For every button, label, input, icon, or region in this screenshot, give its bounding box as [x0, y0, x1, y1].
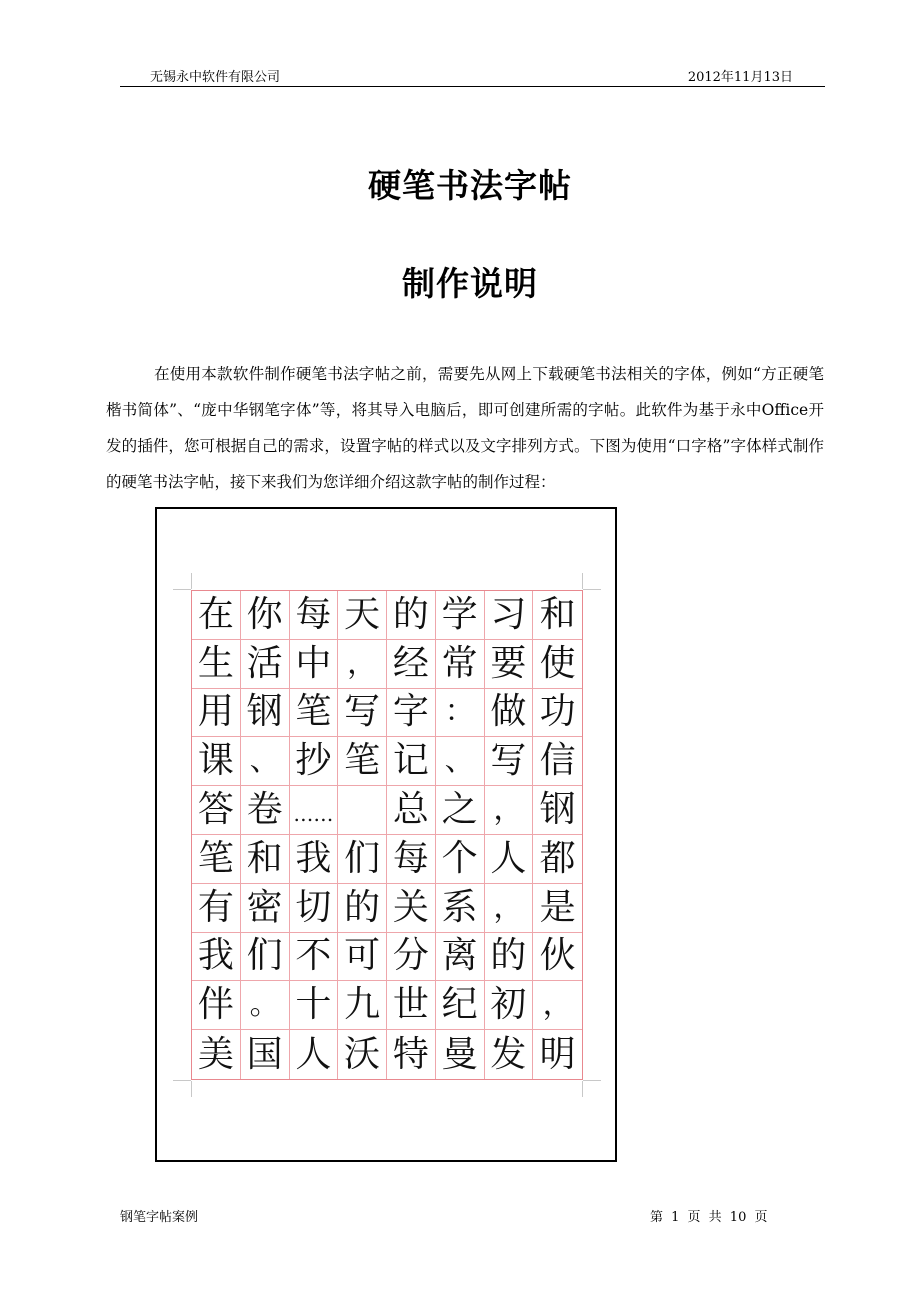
grid-cell: 总: [387, 786, 436, 835]
grid-cell: 密: [241, 884, 290, 933]
grid-cell: 美: [192, 1030, 241, 1079]
grid-cell: 活: [241, 640, 290, 689]
grid-cell: 有: [192, 884, 241, 933]
grid-cell: 世: [387, 981, 436, 1030]
crop-mark-tl-v: [191, 573, 192, 589]
crop-mark-tr-h: [583, 589, 601, 590]
grid-cell: 功: [533, 689, 582, 738]
grid-cell: 用: [192, 689, 241, 738]
grid-cell: 我: [192, 933, 241, 982]
grid-cell: 明: [539, 1033, 576, 1075]
grid-cell: 的: [338, 884, 387, 933]
grid-cell: 写: [338, 689, 387, 738]
grid-cell: 特: [387, 1030, 436, 1079]
grid-cell: 关: [387, 884, 436, 933]
grid-cell: 之: [436, 786, 485, 835]
grid-cell: 纪: [436, 981, 485, 1030]
grid-cell: 答: [192, 786, 241, 835]
grid-cell: 伙: [533, 933, 582, 982]
crop-mark-br-h: [583, 1080, 601, 1081]
grid-cell: 沃: [338, 1030, 387, 1079]
grid-cell: 记: [387, 737, 436, 786]
grid-cell: 生: [192, 640, 241, 689]
header-company: 无锡永中软件有限公司: [150, 70, 281, 85]
crop-mark-br-v: [582, 1081, 583, 1097]
grid-cell: 抄: [290, 737, 339, 786]
grid-cell: 和: [241, 835, 290, 884]
grid-cell: 卷: [241, 786, 290, 835]
grid-cell: 个: [436, 835, 485, 884]
crop-mark-bl-v: [191, 1081, 192, 1097]
grid-cell: 初: [485, 981, 534, 1030]
grid-cell: 可: [338, 933, 387, 982]
grid-cell: 常: [436, 640, 485, 689]
grid-cell: 要: [485, 640, 534, 689]
grid-cell: 字: [387, 689, 436, 738]
grid-cell: 离: [436, 933, 485, 982]
grid-cell: 十: [290, 981, 339, 1030]
grid-cell: 钢: [241, 689, 290, 738]
grid-cell: 信: [533, 737, 582, 786]
grid-cell: 、: [241, 737, 290, 786]
crop-mark-tl-h: [173, 589, 191, 590]
grid-cell: 你: [241, 591, 290, 640]
grid-cell: 们: [241, 933, 290, 982]
footer-page-info: 第 1 页 共 10 页: [650, 1210, 768, 1225]
grid-cell: 笔: [192, 835, 241, 884]
grid-cell: 课: [192, 737, 241, 786]
grid-cell: 钢: [533, 786, 582, 835]
grid-cell: 、: [436, 737, 485, 786]
grid-cell: 中: [290, 640, 339, 689]
grid-cell: ……: [290, 786, 339, 835]
practice-grid: [191, 590, 583, 1080]
footer-label: 钢笔字帖案例: [120, 1210, 199, 1225]
grid-cell: 切: [290, 884, 339, 933]
page-header: [120, 64, 825, 87]
header-date: 2012年11月13日: [687, 70, 793, 85]
grid-cell: 习: [485, 591, 534, 640]
grid-cell: 的: [485, 933, 534, 982]
grid-cell: 天: [338, 591, 387, 640]
grid-cell: 经: [387, 640, 436, 689]
document-subtitle: 制作说明: [402, 264, 538, 303]
crop-mark-bl-h: [173, 1080, 191, 1081]
grid-cell: ，: [533, 981, 582, 1030]
grid-cell: [338, 786, 387, 835]
grid-cell: 伴: [192, 981, 241, 1030]
grid-cell: 人: [290, 1030, 339, 1079]
grid-cell: 九: [338, 981, 387, 1030]
grid-cell: 分: [387, 933, 436, 982]
grid-cell: 在: [192, 591, 241, 640]
grid-cell: 写: [485, 737, 534, 786]
grid-cell: 学: [436, 591, 485, 640]
grid-cell: 都: [533, 835, 582, 884]
grid-cell: 笔: [290, 689, 339, 738]
document-title: 硬笔书法字帖: [368, 166, 572, 205]
grid-cell: 国: [241, 1030, 290, 1079]
grid-cell: ，: [338, 640, 387, 689]
grid-cell: 每: [290, 591, 339, 640]
grid-cell: 的: [387, 591, 436, 640]
grid-cell: 曼: [436, 1030, 485, 1079]
calligraphy-sample-image: [155, 507, 617, 1162]
intro-paragraph: 在使用本款软件制作硬笔书法字帖之前，需要先从网上下载硬笔书法相关的字体，例如“方正硬笔楷书简体”、“庞中华钢笔字体”等，将其导入电脑后，即可创建所需的字帖。此软件为基于永中Office开发的插件，您可根据自己的需求，设置字帖的样式以及文字排列方式。下图为使用“口字格”字体样式制作的硬笔书法字帖，接下来我们为您详细介绍这款字帖的制作过程：: [106, 365, 824, 491]
grid-cell: 人: [485, 835, 534, 884]
grid-cell: ，: [485, 884, 534, 933]
grid-cell: 我: [290, 835, 339, 884]
grid-cell: ，: [485, 786, 534, 835]
grid-cell: 做: [485, 689, 534, 738]
grid-cell: 们: [338, 835, 387, 884]
grid-cell: 和: [533, 591, 582, 640]
grid-cell: 不: [290, 933, 339, 982]
grid-cell: 每: [387, 835, 436, 884]
grid-cell: 笔: [338, 737, 387, 786]
crop-mark-tr-v: [582, 573, 583, 589]
grid-cell: 系: [436, 884, 485, 933]
grid-cell: 是: [533, 884, 582, 933]
grid-cell: 使: [533, 640, 582, 689]
grid-cell: 发: [485, 1030, 534, 1079]
grid-cell: 。: [241, 981, 290, 1030]
grid-cell: ：: [436, 689, 485, 738]
